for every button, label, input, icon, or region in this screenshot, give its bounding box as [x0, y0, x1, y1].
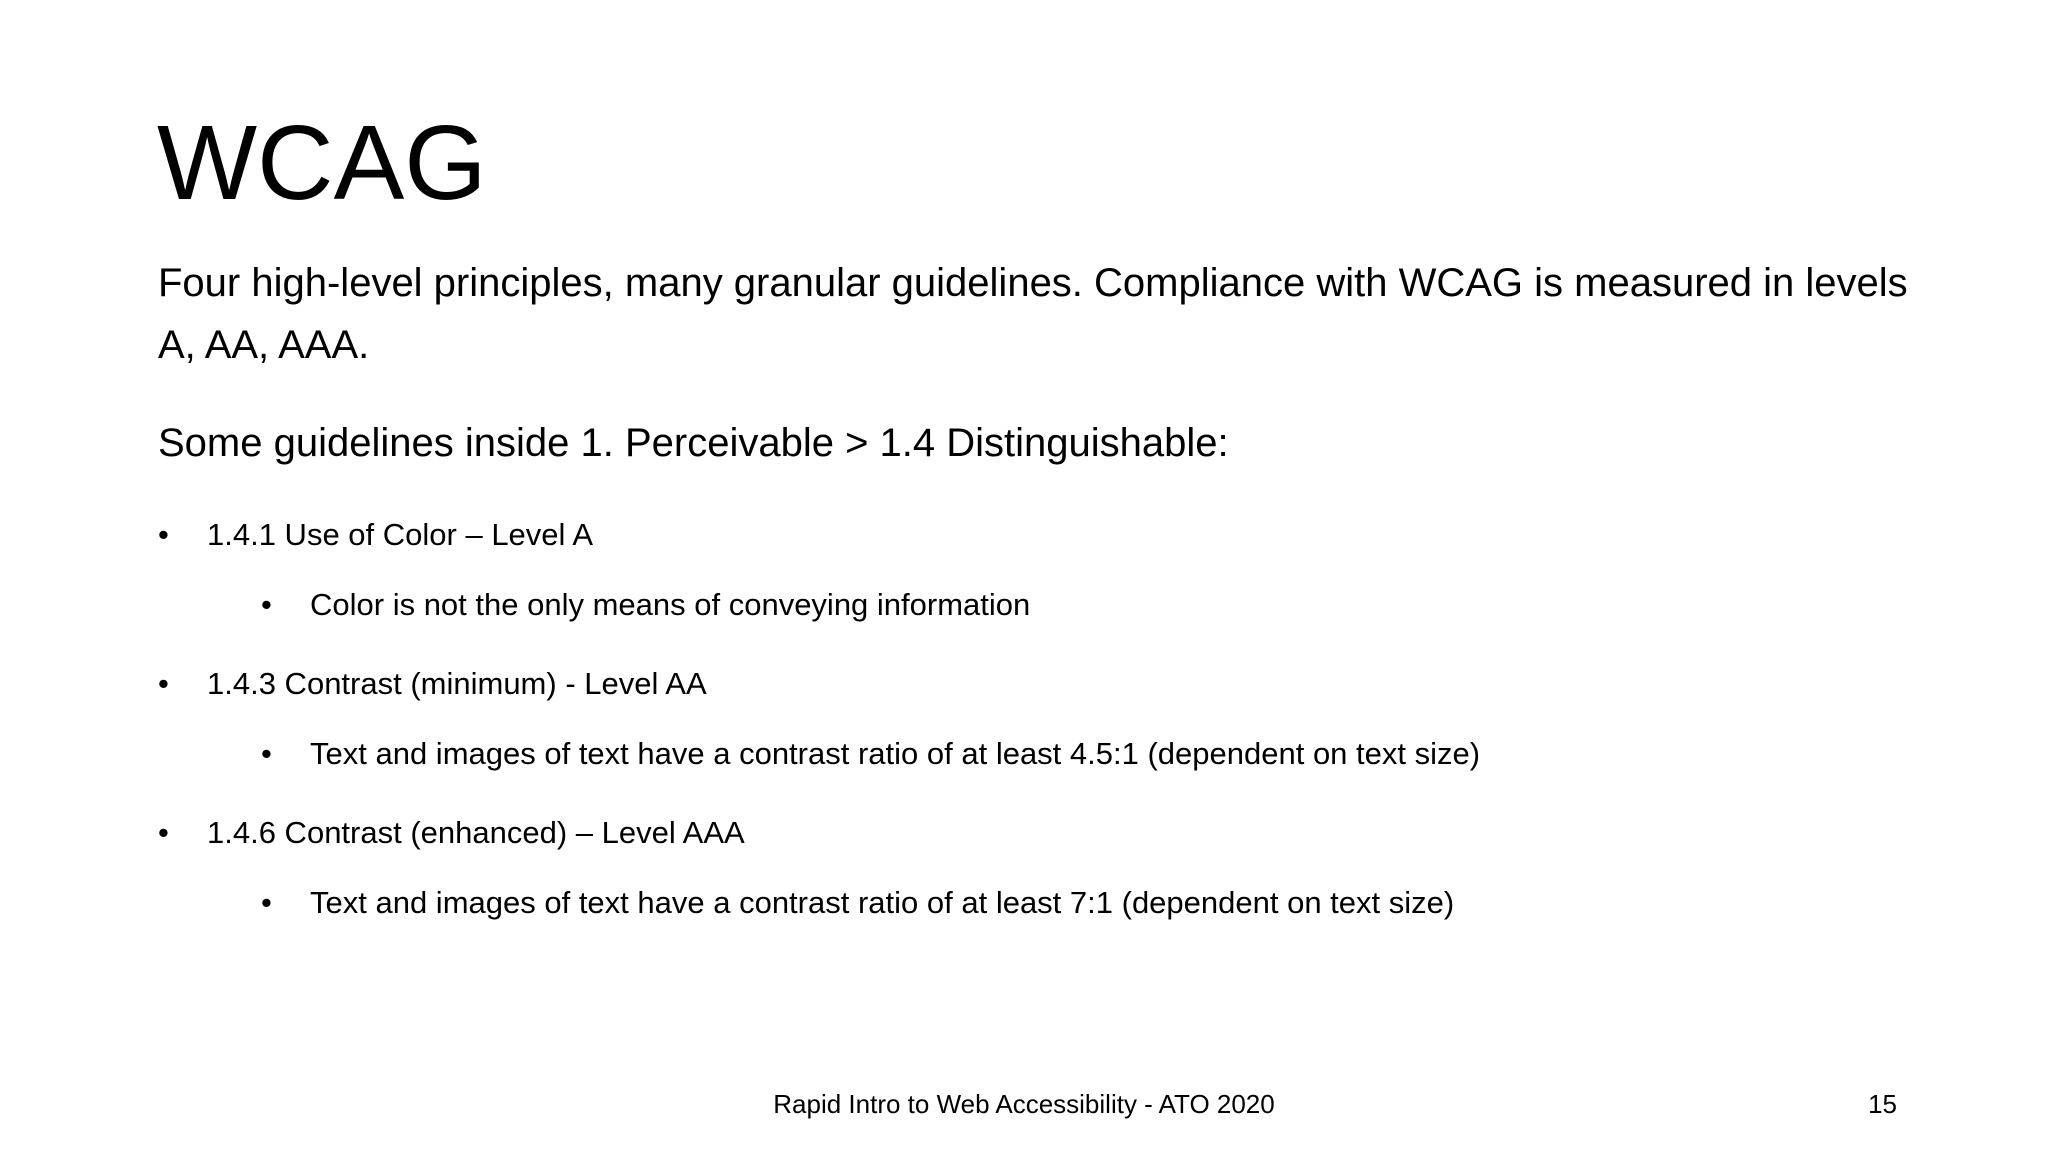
bullet-icon: • — [158, 517, 169, 552]
footer-text: Rapid Intro to Web Accessibility - ATO 2020 — [773, 1089, 1275, 1119]
slide-title: WCAG — [157, 104, 487, 222]
intro-paragraph: Four high-level principles, many granular guidelines. Compliance with WCAG is measured in levels A, AA, AAA. — [158, 261, 1908, 367]
guideline-label: 1.4.3 Contrast (minimum) - Level AA — [207, 666, 707, 701]
guideline-label: 1.4.6 Contrast (enhanced) – Level AAA — [207, 815, 745, 850]
guidelines-subheading: Some guidelines inside 1. Perceivable > 1.4 Distinguishable: — [158, 421, 1229, 465]
bullet-icon: • — [261, 736, 272, 771]
page-number: 15 — [1868, 1089, 1897, 1119]
bullet-icon: • — [261, 885, 272, 920]
bullet-icon: • — [261, 587, 272, 622]
bullet-icon: • — [158, 815, 169, 850]
guideline-label: 1.4.1 Use of Color – Level A — [207, 517, 594, 552]
bullet-icon: • — [158, 666, 169, 701]
guideline-detail: Color is not the only means of conveying information — [310, 587, 1031, 622]
guideline-detail: Text and images of text have a contrast ratio of at least 7:1 (dependent on text size) — [310, 885, 1455, 920]
guideline-detail: Text and images of text have a contrast ratio of at least 4.5:1 (dependent on text size) — [310, 736, 1481, 771]
